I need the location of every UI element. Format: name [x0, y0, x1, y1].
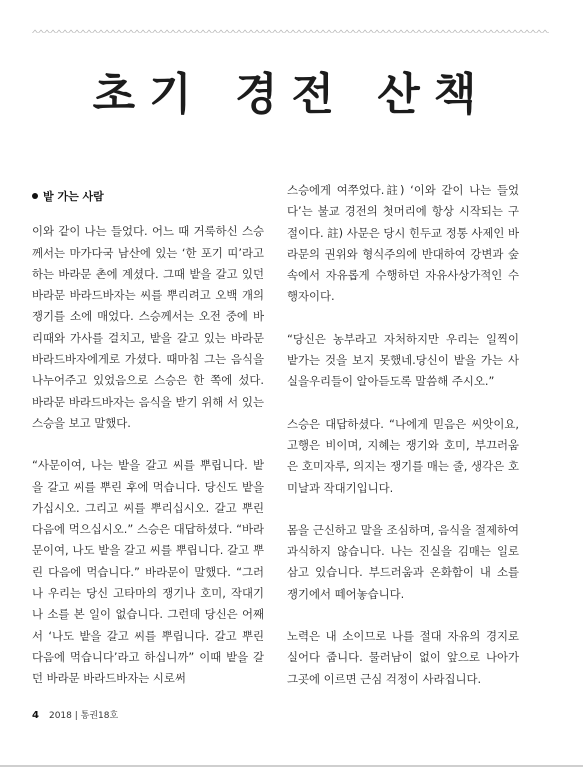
section-heading-text: 밭 가는 사람 — [43, 190, 104, 203]
bottom-divider — [0, 765, 583, 767]
bullet-icon — [32, 193, 38, 199]
right-column — [287, 180, 519, 711]
issue-info: 2018 | 통권18호 — [48, 711, 119, 721]
paragraph: 노력은 내 소이므로 나를 절대 자유의 경지로 실어다 줍니다. 물러남이 없이 앞으로 나아가 그곳에 이르면 근심 걱정이 사라집니다. — [287, 629, 519, 686]
paragraph: 이와 같이 나는 들었다. 어느 때 거룩하신 스승께서는 마가다국 남산에 있는 ‘한 포기 띠’라고 하는 바라문 촌에 계셨다. 그때 밭을 갈고 있던 바라문 바라드바자는 씨를 뿌리려고 오백 개의 쟁기를 소에 매었다. 스승께서는 오전 중에 바리때와 가사를 걸치고, 밭을 갈고 있는 바라문 바라드바자에게로 가셨다. 때마침 그는 음식을 나누어주고 있었음으로 스승은 한 쪽에 섰다. 바라문 바라드바자는 음식을 받기 위해 서 있는 스승을 보고 말했다. — [32, 224, 264, 430]
page-footer — [32, 708, 118, 721]
paragraph: 스승에게 여쭈었다.註) ‘이와 같이 나는 들었다’는 불교 경전의 첫머리에 항상 시작되는 구절이다. 註) 사문은 당시 힌두교 정통 사제인 바라문의 권위와 형식주의에 반대하여 강변과 숲 속에서 자유롭게 수행하던 자유사상가적인 수행자이다. — [287, 183, 519, 304]
decorative-border — [32, 23, 549, 33]
page-number: 4 — [32, 710, 39, 721]
paragraph: 스승은 대답하셨다. “나에게 믿음은 씨앗이요, 고행은 비이며, 지혜는 쟁기와 호미, 부끄러움은 호미자루, 의지는 쟁기를 매는 줄, 생각은 호미날과 작대기입니다. — [287, 416, 519, 495]
left-column — [32, 178, 264, 711]
section-heading — [32, 186, 264, 207]
page-title: 초기 경전 산책 — [92, 69, 491, 120]
paragraph: “당신은 농부라고 자처하지만 우리는 일찍이 밭가는 것을 보지 못했네.당신이 밭을 가는 사실을우리들이 알아듣도록 말씀해 주시오.” — [287, 331, 519, 389]
paragraph: “사문이여, 나는 밭을 갈고 씨를 뿌립니다. 밭을 갈고 씨를 뿌린 후에 먹습니다. 당신도 밭을 가십시오. 그리고 씨를 뿌리십시오. 갈고 뿌린 다음에 먹으십시오.” 스승은 대답하셨다. “바라문이여, 나도 밭을 갈고 씨를 뿌립니다. 갈고 뿌린 다음에 먹습니다.” 바라문이 말했다. “그러나 우리는 당신 고타마의 쟁기나 호미, 작대기나 소를 본 일이 없습니다. 그런데 당신은 어째서 ‘나도 밭을 갈고 씨를 뿌립니다. 갈고 뿌린 다음에 먹습니다’라고 하십니까” 이때 밭을 갈던 바라문 바라드바자는 시로써 — [32, 458, 264, 686]
paragraph: 몸을 근신하고 말을 조심하며, 음식을 절제하여 과식하지 않습니다. 나는 진실을 김매는 일로 삼고 있습니다. 부드러움과 온화함이 내 소를 쟁기에서 떼어놓습니다. — [287, 522, 519, 601]
